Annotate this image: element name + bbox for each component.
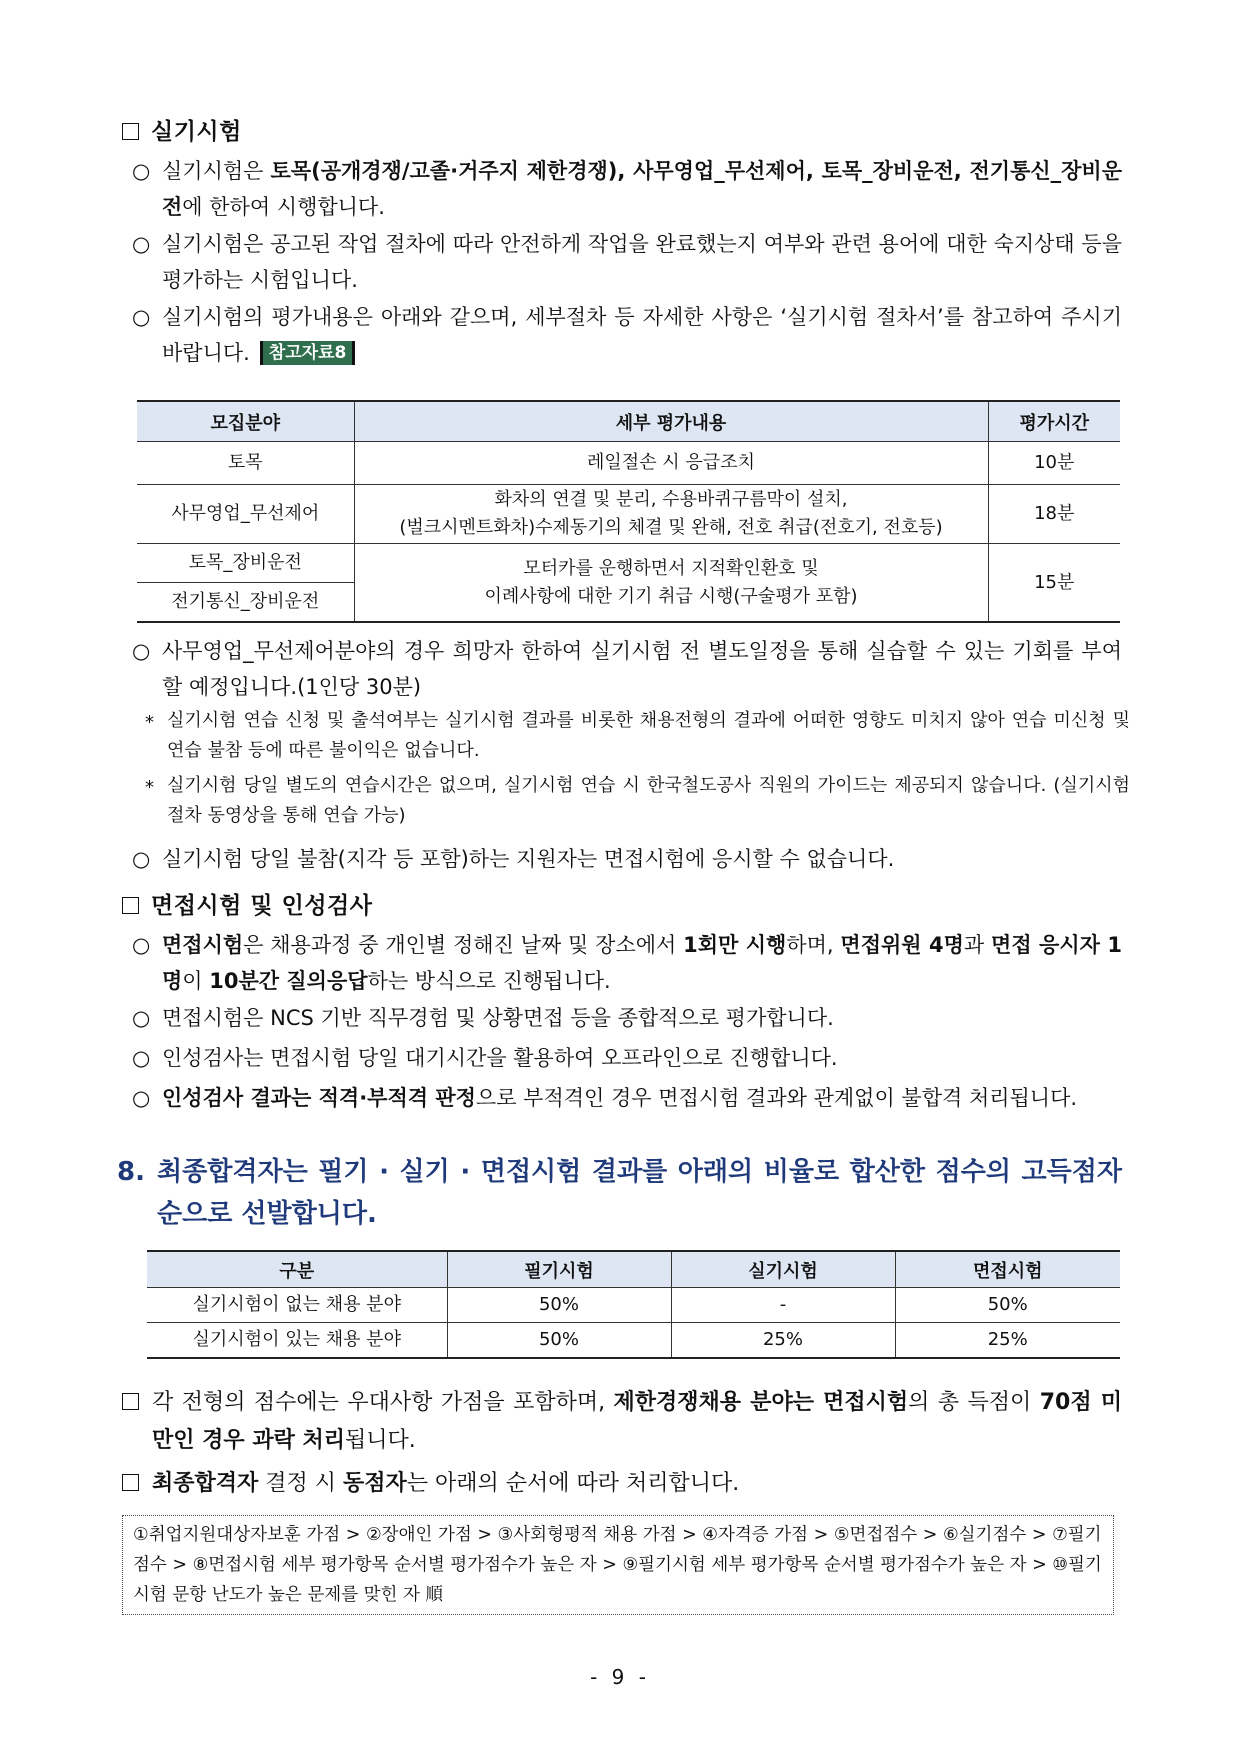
interview-paragraph-1: ○ 면접시험은 채용과정 중 개인별 정해진 날짜 및 장소에서 1회만 시행하며, 면접위원 4명과 면접 응시자 1명이 10분간 질의응답하는 방식으로 진행됩니다. <box>132 927 1122 999</box>
table-cell: 화차의 연결 및 분리, 수용바퀴구름막이 설치, (벌크시멘트화차)수제동기의 체결 및 완해, 전호 취급(전호기, 전호등) <box>354 485 988 544</box>
table-cell: 모터카를 운행하면서 지적확인환호 및 이례사항에 대한 기기 취급 시행(구술평가 포함) <box>354 544 988 623</box>
table-header-cell: 실기시험 <box>671 1251 895 1288</box>
table-cell: 15분 <box>988 544 1120 623</box>
table-header-cell: 모집분야 <box>137 401 354 442</box>
table-cell: 토목_장비운전 <box>137 544 354 583</box>
checkbox-square-icon <box>122 1465 139 1503</box>
table-header-cell: 구분 <box>147 1251 447 1288</box>
table-cell: 실기시험이 있는 채용 분야 <box>147 1323 447 1359</box>
table-row <box>147 1323 1120 1359</box>
checkbox-square-icon <box>122 1384 139 1422</box>
section-heading-practical: 실기시험 <box>122 113 242 146</box>
checkbox-square-icon <box>122 897 139 914</box>
practical-paragraph-1: ○ 실기시험은 토목(공개경쟁/고졸·거주지 제한경쟁), 사무영업_무선제어, 토목_장비운전, 전기통신_장비운전에 한하여 시행합니다. <box>132 153 1122 225</box>
circle-bullet-icon: ○ <box>132 232 151 256</box>
section-heading-interview: 면접시험 및 인성검사 <box>122 887 372 920</box>
asterisk-icon: * <box>145 712 154 733</box>
practical-note-2: * 실기시험 당일 별도의 연습시간은 없으며, 실기시험 연습 시 한국철도공사 직원의 가이드는 제공되지 않습니다. (실기시험 절차 동영상을 통해 연습 가능) <box>145 775 1130 826</box>
table-row <box>147 1288 1120 1323</box>
table-cell: 25% <box>895 1323 1120 1359</box>
page-number: - 9 - <box>590 1665 650 1689</box>
table-header-cell: 면접시험 <box>895 1251 1120 1288</box>
table-cell: 25% <box>671 1323 895 1359</box>
table-cell: 사무영업_무선제어 <box>137 485 354 544</box>
circle-bullet-icon: ○ <box>132 1006 151 1030</box>
interview-paragraph-3: ○ 인성검사는 면접시험 당일 대기시간을 활용하여 오프라인으로 진행합니다. <box>132 1040 1122 1076</box>
table-row <box>137 544 1120 583</box>
practical-paragraph-4: ○ 사무영업_무선제어분야의 경우 희망자 한하여 실기시험 전 별도일정을 통해 실습할 수 있는 기회를 부여할 예정입니다.(1인당 30분) <box>132 633 1122 705</box>
checkbox-square-icon <box>122 123 139 140</box>
interview-paragraph-4: ○ 인성검사 결과는 적격·부적격 판정으로 부적격인 경우 면접시험 결과와 관계없이 불합격 처리됩니다. <box>132 1080 1122 1116</box>
table-header-cell: 필기시험 <box>447 1251 671 1288</box>
circle-bullet-icon: ○ <box>132 639 151 663</box>
tie-break-order-box: ①취업지원대상자보훈 가점 > ②장애인 가점 > ③사회형평적 채용 가점 > ④자격증 가점 > ⑤면접점수 > ⑥실기점수 > ⑦필기점수 > ⑧면접시험 세부 평가항목 순서별 평가점수가 높은 자 > ⑨필기시험 세부 평가항목 순서별 평가점수가 높은 자 > ⑩필기시험 문항 난도가 높은 문제를 맞힌 자 順 <box>122 1515 1114 1615</box>
table-cell: 50% <box>447 1323 671 1359</box>
tie-break-paragraph: 최종합격자 결정 시 동점자는 아래의 순서에 따라 처리합니다. <box>122 1465 1122 1503</box>
table-row <box>137 442 1120 485</box>
table-header-cell: 평가시간 <box>988 401 1120 442</box>
table-row <box>137 485 1120 544</box>
table-cell: 토목 <box>137 442 354 485</box>
table-cell: 10분 <box>988 442 1120 485</box>
table-header-row <box>147 1251 1120 1288</box>
practical-note-1: * 실기시험 연습 신청 및 출석여부는 실기시험 결과를 비롯한 채용전형의 결과에 어떠한 영향도 미치지 않아 연습 미신청 및 연습 불참 등에 따른 불이익은 없습니다. <box>145 710 1130 761</box>
circle-bullet-icon: ○ <box>132 933 151 957</box>
practical-paragraph-5: ○ 실기시험 당일 불참(지각 등 포함)하는 지원자는 면접시험에 응시할 수 없습니다. <box>132 841 1122 877</box>
circle-bullet-icon: ○ <box>132 159 151 183</box>
circle-bullet-icon: ○ <box>132 847 151 871</box>
score-ratio-table <box>147 1250 1120 1359</box>
interview-paragraph-2: ○ 면접시험은 NCS 기반 직무경험 및 상황면접 등을 종합적으로 평가합니다. <box>132 1000 1122 1036</box>
practical-paragraph-3: ○ 실기시험의 평가내용은 아래와 같으며, 세부절차 등 자세한 사항은 ‘실기시험 절차서’를 참고하여 주시기 바랍니다. 참고자료8 <box>132 299 1122 371</box>
table-header-cell: 세부 평가내용 <box>354 401 988 442</box>
table-cell: 50% <box>895 1288 1120 1323</box>
table-cell: 전기통신_장비운전 <box>137 583 354 623</box>
circle-bullet-icon: ○ <box>132 1086 151 1110</box>
table-cell: 18분 <box>988 485 1120 544</box>
reference-badge: 참고자료8 <box>260 341 356 365</box>
practical-evaluation-table <box>137 400 1120 623</box>
table-cell: - <box>671 1288 895 1323</box>
circle-bullet-icon: ○ <box>132 1046 151 1070</box>
table-cell: 실기시험이 없는 채용 분야 <box>147 1288 447 1323</box>
table-header-row <box>137 401 1120 442</box>
cutoff-paragraph: 각 전형의 점수에는 우대사항 가점을 포함하며, 제한경쟁채용 분야는 면접시험의 총 득점이 70점 미만인 경우 과락 처리됩니다. <box>122 1384 1122 1460</box>
circle-bullet-icon: ○ <box>132 305 151 329</box>
table-cell: 50% <box>447 1288 671 1323</box>
section-8-heading: 8. 최종합격자는 필기 · 실기 · 면접시험 결과를 아래의 비율로 합산한 점수의 고득점자 순으로 선발합니다. <box>117 1157 1122 1229</box>
table-cell: 레일절손 시 응급조치 <box>354 442 988 485</box>
asterisk-icon: * <box>145 777 154 798</box>
practical-paragraph-2: ○ 실기시험은 공고된 작업 절차에 따라 안전하게 작업을 완료했는지 여부와 관련 용어에 대한 숙지상태 등을 평가하는 시험입니다. <box>132 226 1122 298</box>
